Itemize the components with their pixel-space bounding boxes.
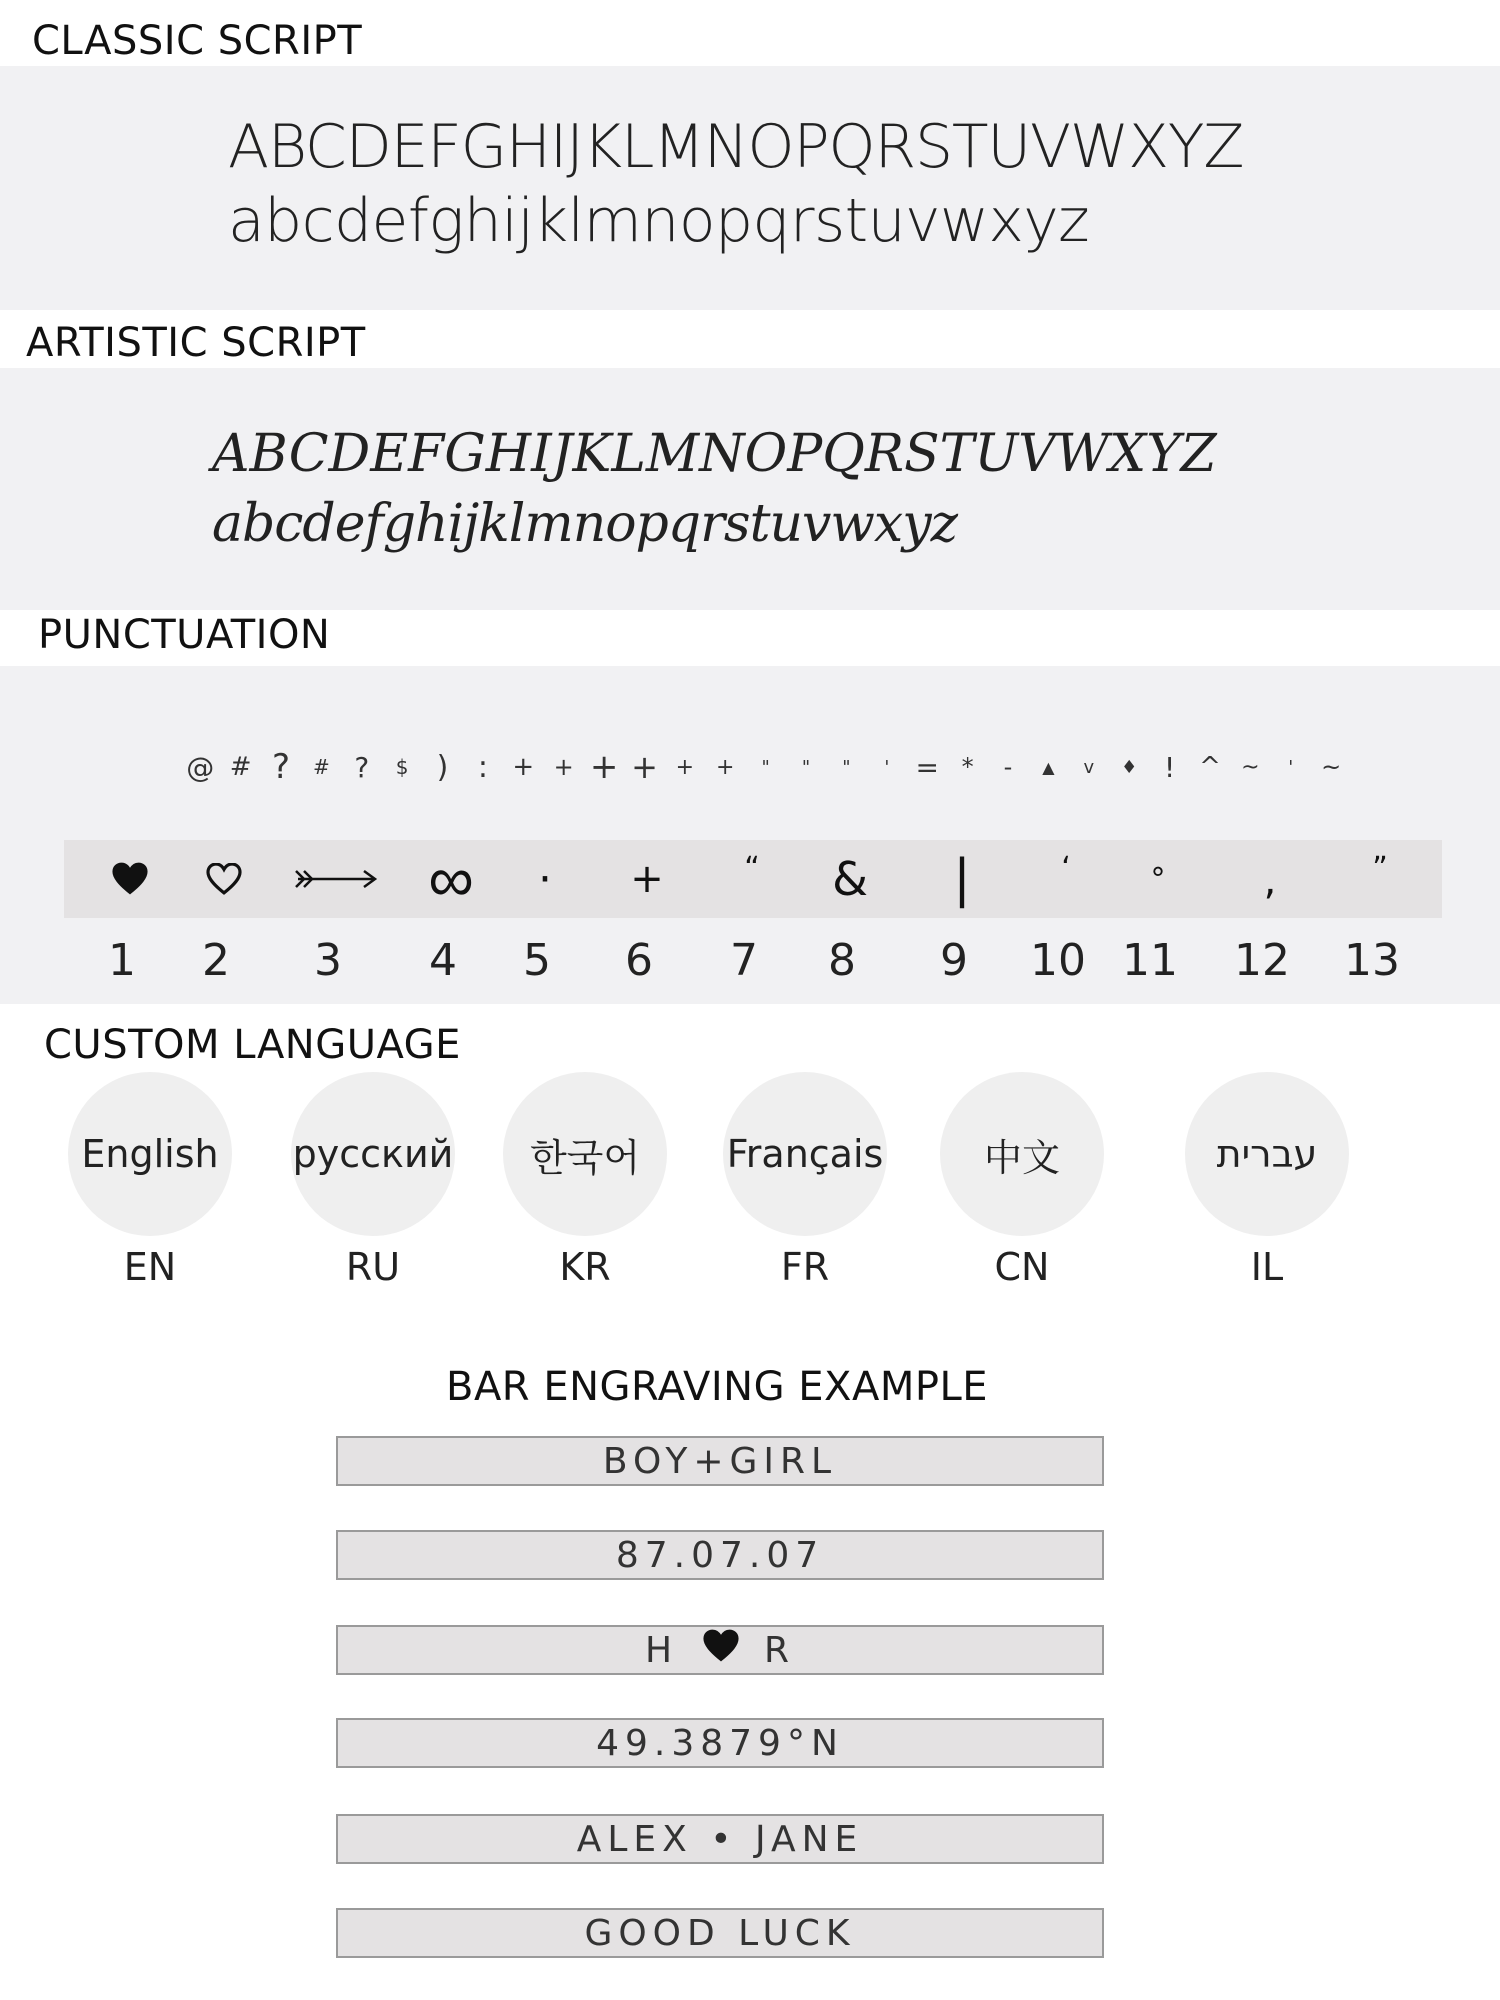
punctuation-glyph: ! <box>1163 750 1176 784</box>
middle-dot-icon: · <box>538 853 552 905</box>
engraving-bar-example <box>336 1814 1104 1864</box>
punctuation-glyph: + <box>589 747 619 787</box>
punctuation-glyph: + <box>631 748 658 786</box>
apostrophe-icon: ‘ <box>1061 850 1071 886</box>
language-code: IL <box>1250 1245 1284 1289</box>
symbol-number: 1 <box>108 935 136 986</box>
punctuation-glyph: + <box>553 753 574 781</box>
symbol-number: 12 <box>1234 935 1290 986</box>
symbol-number: 3 <box>314 935 342 986</box>
punctuation-glyph: ~ <box>1321 753 1342 781</box>
punctuation-glyph: # <box>312 755 330 779</box>
symbol-number: 8 <box>828 935 856 986</box>
classic-lowercase-sample: abcdefghijklmnopqrstuvwxyz <box>228 186 1090 256</box>
language-option-cn <box>940 1072 1104 1236</box>
arrow-icon <box>286 840 386 918</box>
symbol-number: 7 <box>730 935 758 986</box>
artistic-lowercase-sample: abcdefghijklmnopqrstuvwxyz <box>212 494 957 554</box>
engraving-left-initial: H <box>644 1629 679 1671</box>
artistic-uppercase-sample: ABCDEFGHIJKLMNOPQRSTUVWXYZ <box>212 424 1217 484</box>
bar-engraving-heading: BAR ENGRAVING EXAMPLE <box>446 1364 989 1410</box>
punctuation-glyph: = <box>915 750 939 784</box>
punctuation-glyph: ? <box>354 750 370 784</box>
classic-script-heading: CLASSIC SCRIPT <box>32 18 363 64</box>
infinity-icon: ∞ <box>428 842 474 917</box>
language-option-kr <box>503 1072 667 1236</box>
punctuation-glyph: " <box>801 756 811 778</box>
custom-language-heading: CUSTOM LANGUAGE <box>44 1022 461 1068</box>
outline-heart-icon <box>174 840 274 918</box>
punctuation-glyph: * <box>961 753 974 781</box>
close-quote-icon: ” <box>1372 850 1388 886</box>
symbol-number: 4 <box>429 935 457 986</box>
punctuation-glyph: ^ <box>1199 752 1221 782</box>
language-label: 中文 <box>983 1135 1060 1180</box>
engraving-bar-example <box>336 1625 1104 1675</box>
artistic-script-panel <box>0 368 1500 610</box>
punctuation-glyph: + <box>675 754 695 780</box>
punctuation-glyph: ? <box>271 747 290 787</box>
symbol-number: 2 <box>202 935 230 986</box>
punctuation-glyph: ) <box>436 749 449 785</box>
open-quote-icon: “ <box>744 850 760 886</box>
symbol-number: 5 <box>523 935 551 986</box>
engraving-bar-example <box>336 1530 1104 1580</box>
engraving-bar-example <box>336 1908 1104 1958</box>
punctuation-glyph: ♦ <box>1121 756 1138 778</box>
punctuation-glyph: # <box>229 752 252 782</box>
classic-uppercase-sample: ABCDEFGHIJKLMNOPQRSTUVWXYZ <box>228 112 1244 182</box>
degree-icon: ° <box>1150 861 1166 897</box>
engraving-text: 49.3879°N <box>596 1722 844 1764</box>
symbol-number: 9 <box>940 935 968 986</box>
language-label: עברית <box>1216 1132 1318 1176</box>
engraving-text: 87.07.07 <box>615 1534 825 1576</box>
language-option-il <box>1185 1072 1349 1236</box>
language-option-ru <box>291 1072 455 1236</box>
language-code: FR <box>780 1245 830 1289</box>
punctuation-glyph-row <box>180 742 1351 792</box>
symbol-number: 13 <box>1344 935 1400 986</box>
punctuation-glyph: ' <box>884 756 890 778</box>
engraving-text: GOOD LUCK <box>584 1912 856 1954</box>
language-code: EN <box>123 1245 177 1289</box>
language-label: English <box>81 1132 219 1176</box>
punctuation-glyph: ' <box>1288 756 1294 778</box>
comma-icon: , <box>1263 858 1277 904</box>
language-option-fr <box>723 1072 887 1236</box>
symbol-bar <box>64 840 1442 918</box>
engraving-bar-example <box>336 1436 1104 1486</box>
language-option-en <box>68 1072 232 1236</box>
language-label: 한국어 <box>529 1135 641 1180</box>
language-code: KR <box>559 1245 611 1289</box>
engraving-right-initial: R <box>764 1629 796 1671</box>
punctuation-glyph: ▲ <box>1042 757 1055 777</box>
engraving-text: BOY+GIRL <box>602 1440 838 1482</box>
punctuation-glyph: : <box>477 749 488 785</box>
punctuation-glyph: @ <box>186 750 215 784</box>
ampersand-icon: & <box>832 852 868 906</box>
engraving-text: ALEX • JANE <box>576 1818 864 1860</box>
artistic-script-heading: ARTISTIC SCRIPT <box>26 320 366 366</box>
vertical-bar-icon: | <box>953 849 971 909</box>
symbol-number: 6 <box>625 935 653 986</box>
language-label: Français <box>726 1132 884 1176</box>
punctuation-glyph: + <box>512 752 535 782</box>
punctuation-heading: PUNCTUATION <box>38 612 331 658</box>
plus-icon: + <box>630 856 664 902</box>
symbol-number: 10 <box>1030 935 1086 986</box>
engraving-bar-example <box>336 1718 1104 1768</box>
punctuation-glyph: " <box>761 756 770 778</box>
punctuation-glyph: $ <box>395 755 409 779</box>
punctuation-glyph: ~ <box>1241 754 1260 780</box>
language-code: CN <box>994 1245 1050 1289</box>
solid-heart-icon <box>80 840 180 918</box>
language-label: русский <box>292 1132 454 1176</box>
symbol-number: 11 <box>1122 935 1178 986</box>
punctuation-glyph: v <box>1083 756 1095 778</box>
punctuation-glyph: + <box>716 754 735 780</box>
language-code: RU <box>345 1245 401 1289</box>
solid-heart-icon <box>702 1629 740 1672</box>
punctuation-glyph: " <box>842 756 851 778</box>
punctuation-glyph: - <box>1003 753 1013 781</box>
